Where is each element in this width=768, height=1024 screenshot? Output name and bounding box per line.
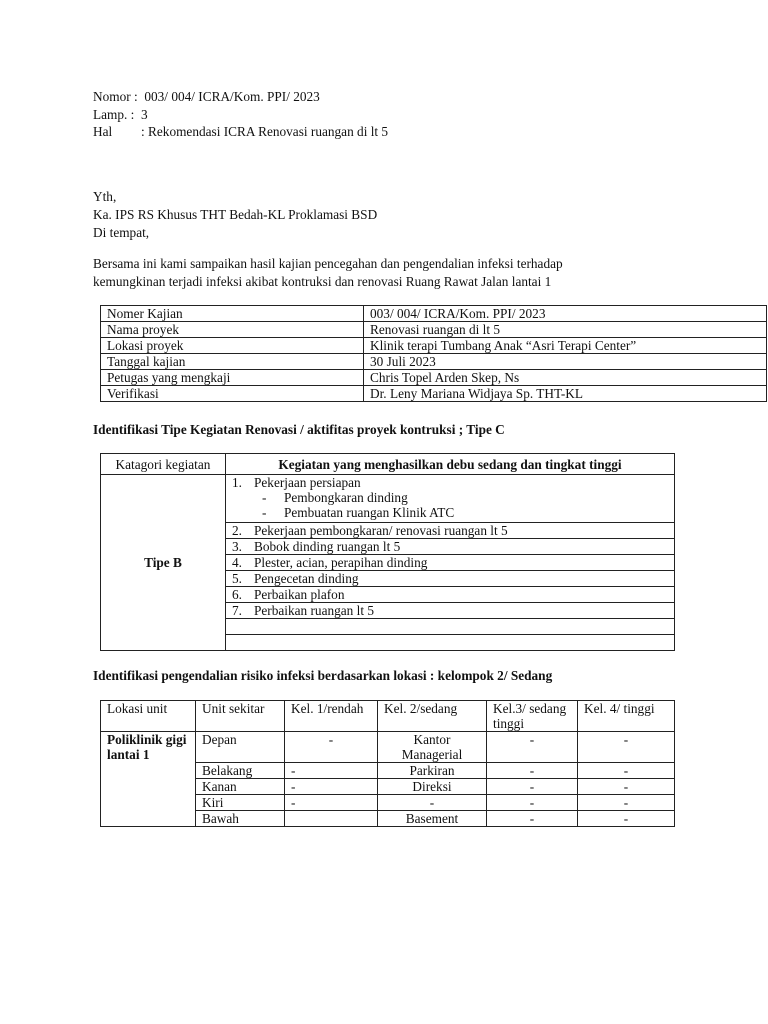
lamp-value: 3 xyxy=(141,107,148,122)
kel1-cell: - xyxy=(285,763,378,779)
kel3-cell: - xyxy=(487,763,578,779)
nomor-label: Nomor : xyxy=(93,89,138,104)
header-cell: Unit sekitar xyxy=(196,701,285,732)
table-row xyxy=(101,475,675,523)
item-number: 2. xyxy=(232,523,242,538)
kel4-cell: - xyxy=(578,732,675,763)
activity-item-1 xyxy=(226,475,675,523)
activity-item xyxy=(226,539,675,555)
kel3-cell: - xyxy=(487,795,578,811)
address-greeting: Yth, xyxy=(93,189,117,204)
activity-item xyxy=(226,523,675,539)
item-number: 1. xyxy=(232,475,242,490)
address-place: Di tempat, xyxy=(93,225,150,240)
item-text: Pekerjaan pembongkaran/ renovasi ruangan lt 5 xyxy=(254,523,508,538)
header-cell: Kel.3/ sedang tinggi xyxy=(487,701,578,732)
category-header: Katagori kegiatan xyxy=(101,454,226,475)
item-text: Pekerjaan persiapan xyxy=(254,475,361,490)
kel4-cell: - xyxy=(578,763,675,779)
kel2-cell: Kantor Managerial xyxy=(378,732,487,763)
nomor-value: 003/ 004/ ICRA/Kom. PPI/ 2023 xyxy=(144,89,320,104)
intro-line-1: Bersama ini kami sampaikan hasil kajian pencegahan dan pengendalian infeksi terhadap xyxy=(93,256,563,271)
info-value: 003/ 004/ ICRA/Kom. PPI/ 2023 xyxy=(364,306,767,322)
kel2-cell: Direksi xyxy=(378,779,487,795)
kel1-cell xyxy=(285,811,378,827)
unit-cell: Kanan xyxy=(196,779,285,795)
table-row xyxy=(101,322,767,338)
table-row xyxy=(101,338,767,354)
section-title-activity: Identifikasi Tipe Kegiatan Renovasi / aktifitas proyek kontruksi ; Tipe C xyxy=(93,422,505,437)
item-number: 4. xyxy=(232,555,242,570)
activity-item xyxy=(226,587,675,603)
kel2-cell: Parkiran xyxy=(378,763,487,779)
activity-item xyxy=(226,555,675,571)
table-header-row xyxy=(101,454,675,475)
info-label: Tanggal kajian xyxy=(101,354,364,370)
location-cell: Poliklinik gigi lantai 1 xyxy=(101,732,196,827)
table-row xyxy=(101,732,675,763)
hal-label: Hal xyxy=(93,124,113,139)
kel1-cell: - xyxy=(285,732,378,763)
info-value: 30 Juli 2023 xyxy=(364,354,767,370)
info-value: Dr. Leny Mariana Widjaya Sp. THT-KL xyxy=(364,386,767,402)
risk-table xyxy=(100,700,675,827)
item-text: Perbaikan plafon xyxy=(254,587,345,602)
kel4-cell: - xyxy=(578,811,675,827)
item-number: 6. xyxy=(232,587,242,602)
info-label: Petugas yang mengkaji xyxy=(101,370,364,386)
activity-header: Kegiatan yang menghasilkan debu sedang dan tingkat tinggi xyxy=(226,454,675,475)
letter-attachment xyxy=(93,106,148,124)
header-cell: Kel. 2/sedang xyxy=(378,701,487,732)
table-row xyxy=(101,354,767,370)
kel2-cell: - xyxy=(378,795,487,811)
item-number: 5. xyxy=(232,571,242,586)
activity-table xyxy=(100,453,675,651)
address-recipient: Ka. IPS RS Khusus THT Bedah-KL Proklamasi BSD xyxy=(93,207,378,222)
info-label: Nama proyek xyxy=(101,322,364,338)
item-text: Plester, acian, perapihan dinding xyxy=(254,555,428,570)
info-label: Nomer Kajian xyxy=(101,306,364,322)
hal-value: : Rekomendasi ICRA Renovasi ruangan di lt 5 xyxy=(141,124,389,139)
sub-item-text: Pembuatan ruangan Klinik ATC xyxy=(284,505,455,520)
kel3-cell: - xyxy=(487,811,578,827)
category-cell: Tipe B xyxy=(101,475,226,651)
table-header-row xyxy=(101,701,675,732)
table-row xyxy=(101,386,767,402)
info-value: Klinik terapi Tumbang Anak “Asri Terapi Center” xyxy=(364,338,767,354)
info-value: Chris Topel Arden Skep, Ns xyxy=(364,370,767,386)
table-row xyxy=(101,306,767,322)
item-text: Perbaikan ruangan lt 5 xyxy=(254,603,375,618)
table-row xyxy=(101,370,767,386)
kel4-cell: - xyxy=(578,779,675,795)
header-cell: Lokasi unit xyxy=(101,701,196,732)
kel2-cell: Basement xyxy=(378,811,487,827)
header-cell: Kel. 1/rendah xyxy=(285,701,378,732)
section-title-risk: Identifikasi pengendalian risiko infeksi berdasarkan lokasi : kelompok 2/ Sedang xyxy=(93,668,553,683)
item-number: 3. xyxy=(232,539,242,554)
kel1-cell: - xyxy=(285,795,378,811)
kel4-cell: - xyxy=(578,795,675,811)
unit-cell: Belakang xyxy=(196,763,285,779)
empty-cell xyxy=(226,619,675,635)
letter-subject xyxy=(93,123,388,141)
unit-cell: Bawah xyxy=(196,811,285,827)
letter-number xyxy=(93,88,320,106)
lamp-label: Lamp. : xyxy=(93,107,135,122)
unit-cell: Kiri xyxy=(196,795,285,811)
activity-item xyxy=(226,603,675,619)
activity-item xyxy=(226,571,675,587)
sub-dash: - xyxy=(262,505,267,520)
item-text: Pengecetan dinding xyxy=(254,571,359,586)
item-number: 7. xyxy=(232,603,242,618)
sub-dash: - xyxy=(262,490,267,505)
item-text: Bobok dinding ruangan lt 5 xyxy=(254,539,401,554)
kel3-cell: - xyxy=(487,779,578,795)
info-label: Lokasi proyek xyxy=(101,338,364,354)
info-table xyxy=(100,305,767,402)
sub-item-text: Pembongkaran dinding xyxy=(284,490,408,505)
intro-line-2: kemungkinan terjadi infeksi akibat kontruksi dan renovasi Ruang Rawat Jalan lantai 1 xyxy=(93,274,552,289)
kel1-cell: - xyxy=(285,779,378,795)
info-label: Verifikasi xyxy=(101,386,364,402)
empty-cell xyxy=(226,635,675,651)
unit-cell: Depan xyxy=(196,732,285,763)
info-value: Renovasi ruangan di lt 5 xyxy=(364,322,767,338)
kel3-cell: - xyxy=(487,732,578,763)
header-cell: Kel. 4/ tinggi xyxy=(578,701,675,732)
